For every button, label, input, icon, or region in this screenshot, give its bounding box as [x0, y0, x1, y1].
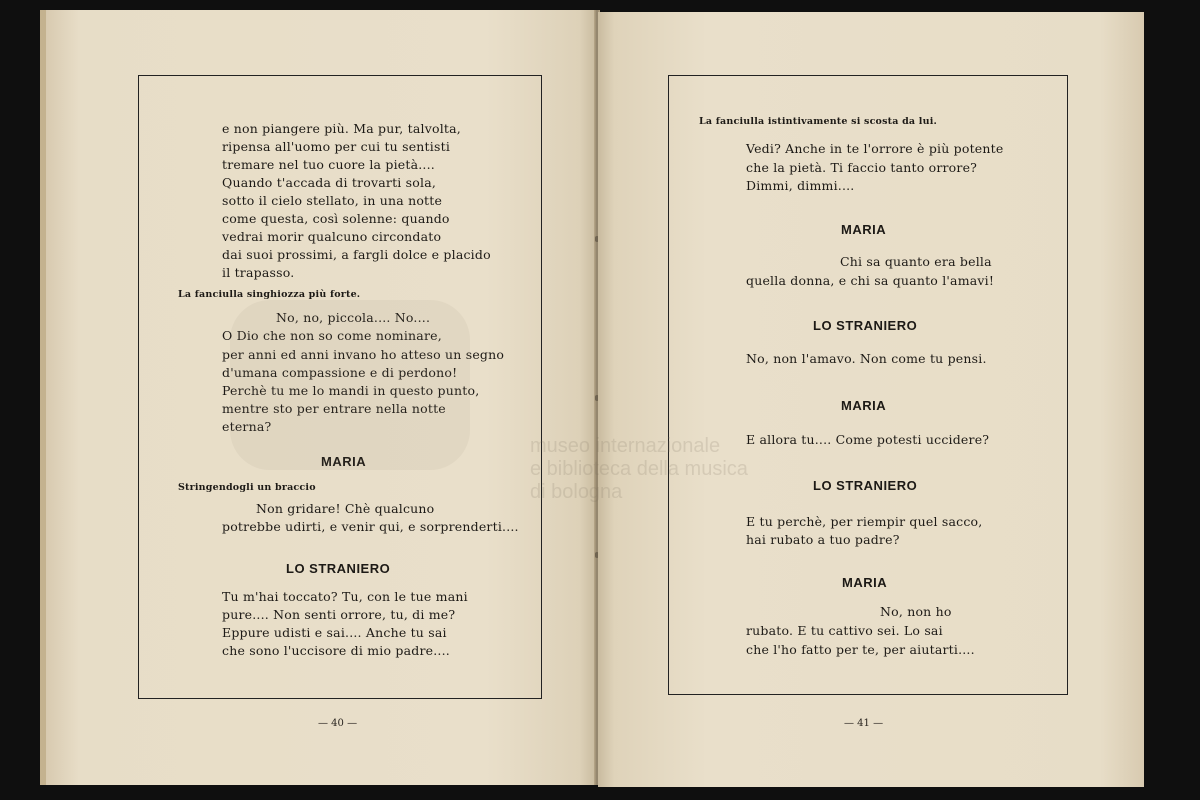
left-verse-line: pure.... Non senti orrore, tu, di me?: [222, 607, 456, 622]
left-verse-line: vedrai morir qualcuno circondato: [222, 229, 442, 244]
left-verse-line: il trapasso.: [222, 265, 295, 280]
right-verse-line: No, non ho: [880, 604, 952, 619]
right-verse-line: rubato. E tu cattivo sei. Lo sai: [746, 623, 943, 638]
page-number-left: — 40 —: [318, 718, 358, 729]
left-verse-line: potrebbe udirti, e venir qui, e sorprenderti....: [222, 519, 519, 534]
right-verse-line: E tu perchè, per riempir quel sacco,: [746, 514, 983, 529]
left-verse-line: sotto il cielo stellato, in una notte: [222, 193, 443, 208]
left-verse-line: Tu m'hai toccato? Tu, con le tue mani: [222, 589, 468, 604]
left-verse-line: Perchè tu me lo mandi in questo punto,: [222, 383, 480, 398]
right-stage-direction: La fanciulla istintivamente si scosta da lui.: [699, 116, 938, 127]
watermark-line: e biblioteca della musica: [530, 458, 748, 480]
left-verse-line: eterna?: [222, 419, 272, 434]
right-verse-line: No, non l'amavo. Non come tu pensi.: [746, 351, 987, 366]
right-speaker-name: MARIA: [841, 398, 887, 413]
right-verse-line: che la pietà. Ti faccio tanto orrore?: [746, 160, 978, 175]
right-verse-line: Vedi? Anche in te l'orrore è più potente: [746, 141, 1004, 156]
left-stage-direction: Stringendogli un braccio: [178, 482, 316, 493]
right-speaker-name: LO STRANIERO: [813, 478, 918, 493]
left-verse-line: mentre sto per entrare nella notte: [222, 401, 446, 416]
right-page: [598, 12, 1144, 787]
left-speaker-name: LO STRANIERO: [286, 561, 391, 576]
right-verse-line: E allora tu.... Come potesti uccidere?: [746, 432, 990, 447]
left-verse-line: No, no, piccola.... No....: [276, 310, 431, 325]
right-verse-line: che l'ho fatto per te, per aiutarti....: [746, 642, 975, 657]
watermark-line: museo internazionale: [530, 435, 721, 457]
left-verse-line: e non piangere più. Ma pur, talvolta,: [222, 121, 461, 136]
left-verse-line: che sono l'uccisore di mio padre....: [222, 643, 450, 658]
watermark-text: [530, 435, 748, 504]
left-verse-line: come questa, così solenne: quando: [222, 211, 450, 226]
right-speaker-name: MARIA: [842, 575, 888, 590]
left-verse-line: dai suoi prossimi, a fargli dolce e placido: [222, 247, 491, 262]
left-verse-line: Non gridare! Chè qualcuno: [256, 501, 435, 516]
right-verse-line: hai rubato a tuo padre?: [746, 532, 900, 547]
watermark-logo: [230, 300, 470, 470]
left-verse-line: Eppure udisti e sai.... Anche tu sai: [222, 625, 447, 640]
right-verse-line: quella donna, e chi sa quanto l'amavi!: [746, 273, 995, 288]
right-verse-line: Dimmi, dimmi....: [746, 178, 855, 193]
page-number-right: — 41 —: [844, 718, 884, 729]
left-verse-line: ripensa all'uomo per cui tu sentisti: [222, 139, 451, 154]
left-verse-line: per anni ed anni invano ho atteso un segno: [222, 347, 505, 362]
left-verse-line: O Dio che non so come nominare,: [222, 328, 442, 343]
left-verse-line: Quando t'accada di trovarti sola,: [222, 175, 437, 190]
watermark-line: di bologna: [530, 481, 623, 503]
right-speaker-name: MARIA: [841, 222, 887, 237]
left-verse-line: d'umana compassione e di perdono!: [222, 365, 458, 380]
left-speaker-name: MARIA: [321, 454, 367, 469]
right-verse-line: Chi sa quanto era bella: [840, 254, 992, 269]
right-speaker-name: LO STRANIERO: [813, 318, 918, 333]
left-verse-line: tremare nel tuo cuore la pietà....: [222, 157, 435, 172]
left-stage-direction: La fanciulla singhiozza più forte.: [178, 289, 361, 300]
